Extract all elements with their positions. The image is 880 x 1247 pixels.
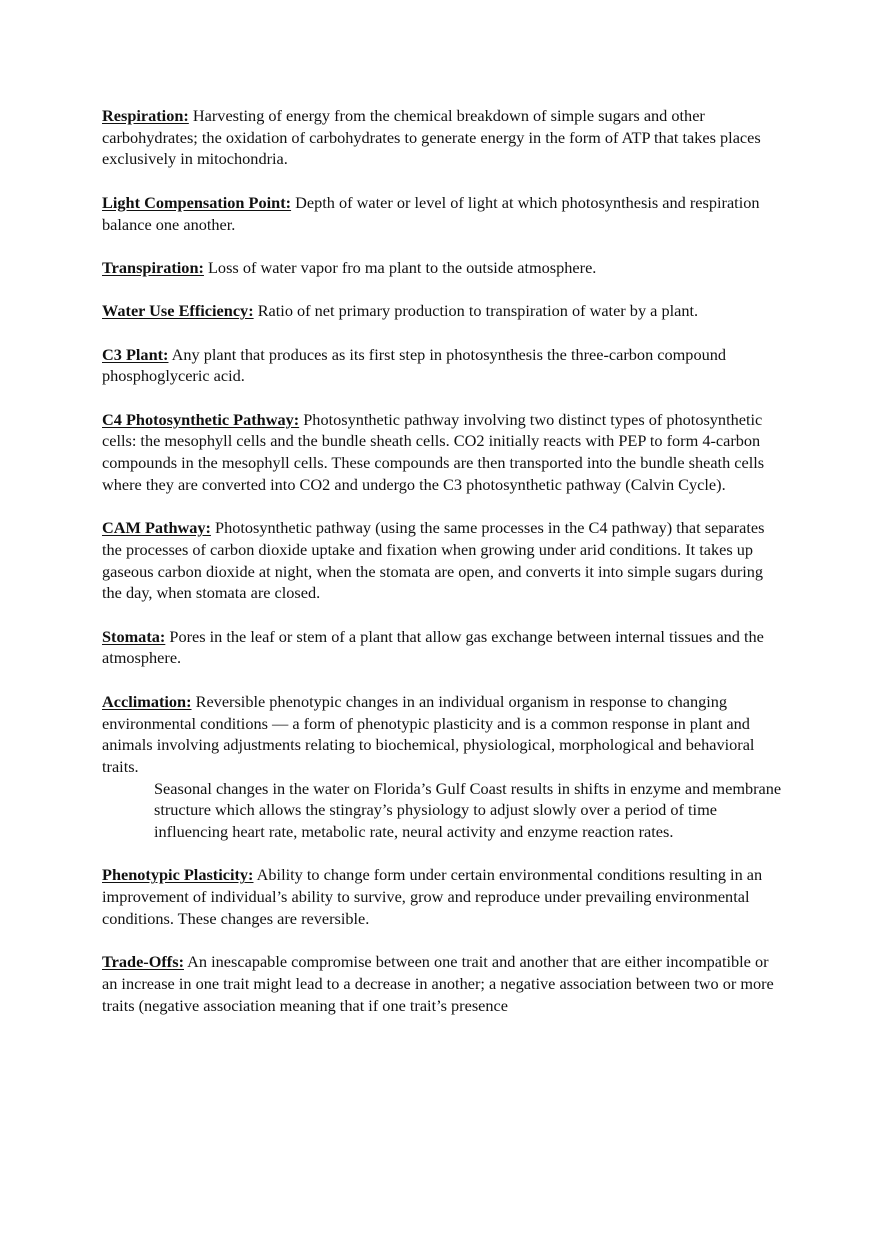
entry-light-compensation-point xyxy=(102,192,782,235)
definition: Reversible phenotypic changes in an individual organism in response to changing environmental conditions — a form of phenotypic plasticity and is a common response in plant and animals involving adjustments relating to biochemical, physiological, morphological and behavioral traits. xyxy=(102,691,755,776)
term: Acclimation: xyxy=(102,691,192,711)
glossary-body xyxy=(102,105,782,1038)
entry-trade-offs xyxy=(102,951,782,1016)
definition: An inescapable compromise between one trait and another that are either incompatible or an increase in one trait might lead to a decrease in another; a negative association between two or more traits (negative association meaning that if one trait’s presence xyxy=(102,952,774,1015)
entry-cam-pathway xyxy=(102,517,782,604)
definition: Harvesting of energy from the chemical breakdown of simple sugars and other carbohydrates; the oxidation of carbohydrates to generate energy in the form of ATP that takes places exclusively in mitochondria. xyxy=(102,106,761,169)
term: Stomata: xyxy=(102,626,166,646)
term: Water Use Efficiency: xyxy=(102,301,254,321)
definition: Depth of water or level of light at which photosynthesis and respiration balance one another. xyxy=(102,192,760,234)
term: C4 Photosynthetic Pathway: xyxy=(102,409,300,429)
term: CAM Pathway: xyxy=(102,518,211,538)
term: Trade-Offs: xyxy=(102,952,184,972)
entry-stomata xyxy=(102,626,782,669)
term: Phenotypic Plasticity: xyxy=(102,865,254,885)
term: Light Compensation Point: xyxy=(102,192,292,212)
entry-phenotypic-plasticity xyxy=(102,864,782,929)
definition: Photosynthetic pathway involving two distinct types of photosynthetic cells: the mesophyll cells and the bundle sheath cells. CO2 initially reacts with PEP to form 4-carbon compounds in the mesophyll cells. These compounds are then transported into the bundle sheath cells where they are converted into CO2 and undergo the C3 photosynthetic pathway (Calvin Cycle). xyxy=(102,409,765,494)
term: C3 Plant: xyxy=(102,344,169,364)
term: Transpiration: xyxy=(102,257,204,277)
entry-c3-plant xyxy=(102,344,782,387)
entry-water-use-efficiency xyxy=(102,300,782,322)
definition: Pores in the leaf or stem of a plant that allow gas exchange between internal tissues and the atmosphere. xyxy=(102,626,764,668)
entry-c4-photosynthetic-pathway xyxy=(102,409,782,496)
entry-acclimation xyxy=(102,691,782,778)
definition: Ratio of net primary production to transpiration of water by a plant. xyxy=(253,301,699,321)
term: Respiration: xyxy=(102,106,189,125)
entry-transpiration xyxy=(102,257,782,279)
acclimation-example: Seasonal changes in the water on Florida’s Gulf Coast results in shifts in enzyme and membrane structure which allows the stingray’s physiology to adjust slowly over a period of time influencing heart rate, metabolic rate, neural activity and enzyme reaction rates. xyxy=(154,778,782,842)
definition: Loss of water vapor fro ma plant to the outside atmosphere. xyxy=(203,257,597,277)
definition: Any plant that produces as its first step in photosynthesis the three-carbon compound phosphoglyceric acid. xyxy=(102,344,727,386)
definition: Photosynthetic pathway (using the same processes in the C4 pathway) that separates the processes of carbon dioxide uptake and fixation when growing under arid conditions. It takes up gaseous carbon dioxide at night, when the stomata are open, and converts it into simple sugars during the day, when stomata are closed. xyxy=(102,518,765,603)
entry-respiration xyxy=(102,105,782,170)
definition: Ability to change form under certain environmental conditions resulting in an improvement of individual’s ability to survive, grow and reproduce under prevailing environmental conditions. These changes are reversible. xyxy=(102,865,763,928)
